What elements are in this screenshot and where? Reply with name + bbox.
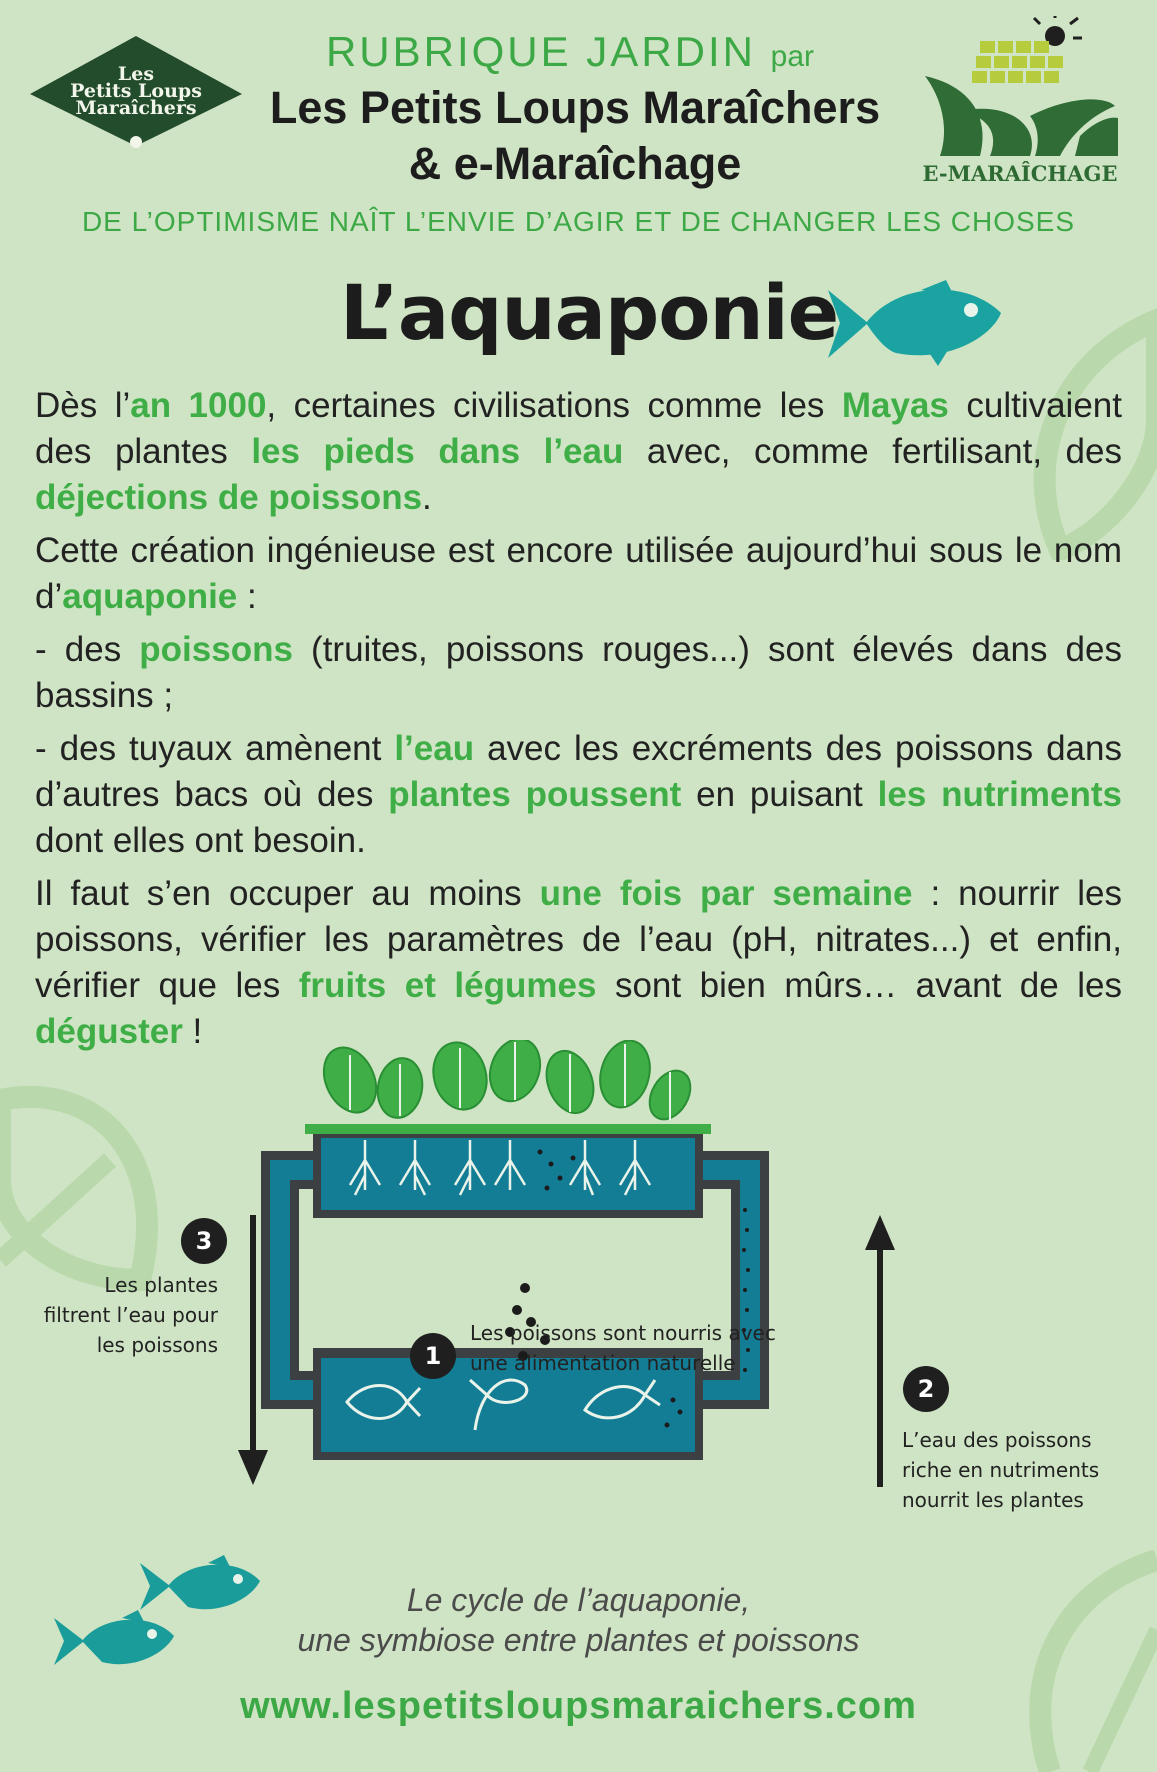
body-text: avec les excréments des poissons dans d’autres bacs où des [35,729,1122,814]
body-text: dont elles ont besoin. [35,821,366,860]
body-text: . [422,478,432,517]
caption-line: L’eau des poissons [902,1428,1092,1452]
website-link[interactable]: www.lespetitsloupsmaraichers.com [240,1685,917,1727]
body-text: en puisant [681,775,878,814]
caption-line: une alimentation naturelle [470,1351,736,1375]
e-maraichage-logo-text: E-MARAÎCHAGE [922,161,1118,186]
step-2-caption [902,1425,1132,1515]
highlight-text: déjections de poissons [35,478,423,517]
caption-line: Les poissons sont nourris avec [470,1321,776,1345]
caption-line: Les plantes [104,1273,218,1297]
body-text: cultivaient des plantes [35,386,1122,471]
diagram-caption [0,1580,1157,1660]
highlight-text: une fois par semaine [539,874,913,913]
caption-line: nourrit les plantes [902,1488,1084,1512]
body-paragraph [35,627,1122,719]
caption-line: les poissons [96,1333,218,1357]
body-text: - des tuyaux amènent [35,729,395,768]
body-text: , certaines civilisations comme les [266,386,842,425]
highlight-text: an 1000 [130,386,267,425]
logo-line: Maraîchers [75,97,197,119]
highlight-text: fruits et légumes [298,966,597,1005]
body-text: Dès l’ [35,386,131,425]
body-text: avec, comme fertilisant, des [623,432,1122,471]
caption-line: une symbiose entre plantes et poissons [297,1622,860,1658]
body-paragraph [35,726,1122,864]
highlight-text: aquaponie [62,577,238,616]
slogan: DE L’OPTIMISME NAÎT L’ENVIE D’AGIR ET DE CHANGER LES CHOSES [81,206,1076,237]
caption-line: riche en nutriments [902,1458,1100,1482]
brand-name: Les Petits Loups Maraîchers [269,82,881,133]
logo-line: Petits Loups [70,80,202,102]
body-text: Cette création ingénieuse est encore utilisée aujourd’hui sous le nom d’ [35,531,1122,616]
highlight-text: poissons [139,630,293,669]
article-body [35,383,1122,1062]
body-paragraph [35,383,1122,521]
step-3-caption [20,1270,218,1360]
caption-line: filtrent l’eau pour [43,1303,218,1327]
body-text: : nourrir les poissons, vérifier les paramètres de l’eau (pH, nitrates...) et enfin, vérifier que les [35,874,1122,1005]
page-title: L’aquaponie [340,268,839,357]
logo-line: Les [117,63,155,85]
step-3-badge: 3 [181,1218,227,1264]
step-1-badge: 1 [410,1333,456,1379]
caption-line: Le cycle de l’aquaponie, [406,1582,751,1618]
body-text: sont bien mûrs… avant de les [596,966,1123,1005]
body-text: - des [35,630,140,669]
body-text: : [237,577,257,616]
background-leaf-icon [0,1060,170,1300]
petits-loups-logo [26,32,246,150]
body-text: ! [182,1012,203,1051]
highlight-text: les nutriments [877,775,1122,814]
rubrique-label: RUBRIQUE JARDIN [325,28,756,75]
rubrique-heading [270,28,870,76]
aquaponics-diagram [255,1040,875,1580]
step-2-badge: 2 [903,1366,949,1412]
fish-icon [826,278,1004,368]
par-label: par [770,40,815,73]
highlight-text: plantes poussent [388,775,682,814]
partner-name: & e-Maraîchage [408,138,742,189]
down-arrow-icon [238,1215,268,1485]
step-1-caption [470,1318,830,1378]
highlight-text: les pieds dans l’eau [251,432,624,471]
highlight-text: Mayas [841,386,949,425]
body-paragraph [35,528,1122,620]
e-maraichage-logo [920,16,1120,186]
up-arrow-icon [865,1215,895,1487]
body-paragraph [35,871,1122,1055]
highlight-text: déguster [35,1012,183,1051]
body-text: Il faut s’en occuper au moins [35,874,540,913]
highlight-text: l’eau [394,729,475,768]
body-text: (truites, poissons rouges...) sont élevés dans des bassins ; [35,630,1122,715]
